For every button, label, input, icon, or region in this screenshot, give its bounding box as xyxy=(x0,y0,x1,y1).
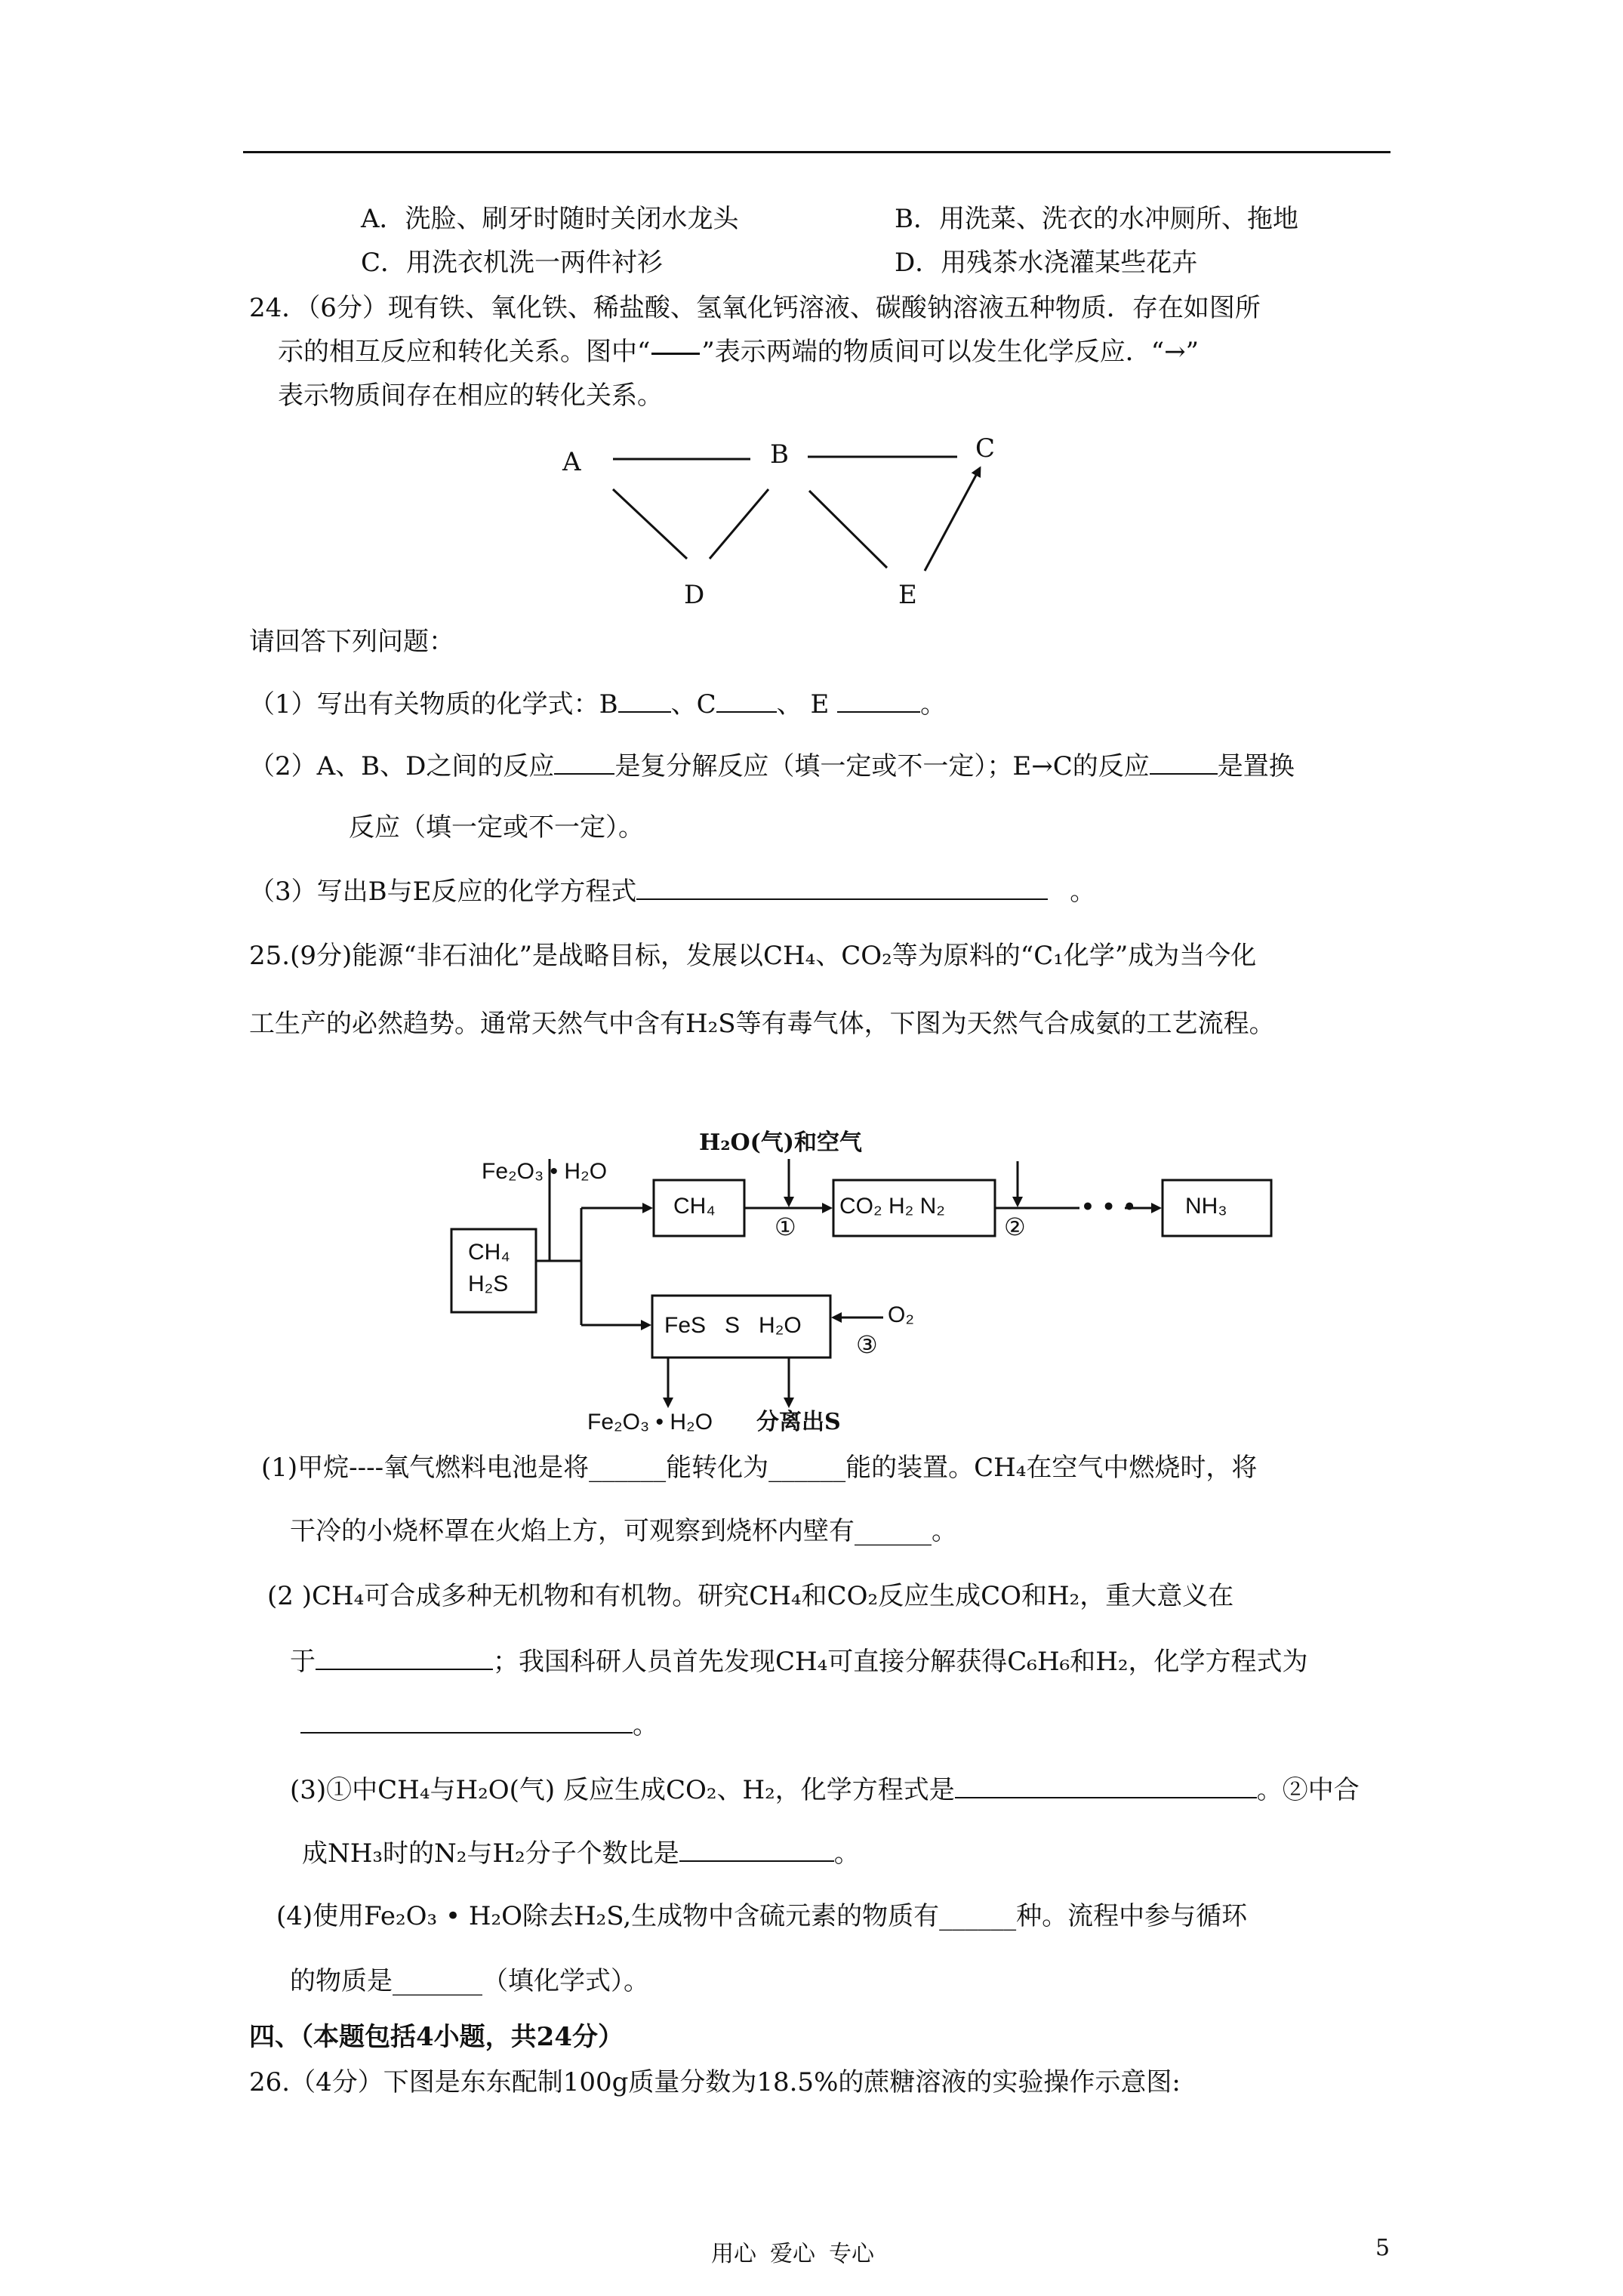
option-d: D．用残茶水浇灌某些花卉 xyxy=(895,248,1198,278)
reaction-line-symbol xyxy=(651,353,700,355)
q24-stem-line1: 24．（6分）现有铁、氧化铁、稀盐酸、氢氧化钙溶液、碳酸钠溶液五种物质．存在如图所 xyxy=(249,293,1261,323)
q25-part3-line1b: 。②中合 xyxy=(1256,1775,1360,1805)
q25-part3-end: 。 xyxy=(833,1838,860,1869)
q24-part2 xyxy=(249,750,1295,782)
q25-part2-end: 。 xyxy=(633,1710,658,1740)
option-b: B．用洗菜、洗衣的水冲厕所、拖地 xyxy=(895,204,1298,234)
arrow-e-c xyxy=(925,468,980,571)
q24-part1-label: （1）写出有关物质的化学式：B xyxy=(249,689,618,720)
flow-fe2o3-in: Fe₂O₃ • H₂O xyxy=(482,1159,608,1184)
q25-part2-line1: (2 )CH₄可合成多种无机物和有机物。研究CH₄和CO₂反应生成CO和H₂，重大意义在 xyxy=(267,1581,1234,1611)
blank-equation-c6h6[interactable] xyxy=(300,1709,633,1734)
q24-stem-line3: 表示物质间存在相应的转化关系。 xyxy=(278,381,663,411)
node-d: D xyxy=(684,580,705,610)
q25-part1-line2: 干冷的小烧杯罩在火焰上方，可观察到烧杯内壁有______。 xyxy=(290,1516,957,1546)
q24-stem-line2a: 示的相互反应和转化关系。图中“ xyxy=(278,337,651,367)
node-e: E xyxy=(898,580,917,610)
q24-part1-c: 、C xyxy=(670,689,716,720)
flow-step3: ③ xyxy=(856,1330,878,1359)
q24-part3-end: 。 xyxy=(1070,877,1096,907)
q24-part2-end: 是置换 xyxy=(1217,751,1295,781)
blank-e[interactable] xyxy=(837,689,920,713)
option-c: C．用洗衣机洗一两件衬衫 xyxy=(361,248,664,278)
q26-stem: 26.（4分）下图是东东配制100g质量分数为18.5%的蔗糖溶液的实验操作示意图: xyxy=(249,2067,1181,2097)
flow-step2: ② xyxy=(1004,1213,1026,1241)
blank-abd[interactable] xyxy=(554,750,614,775)
flow-nh3: NH₃ xyxy=(1185,1194,1227,1219)
q24-part1 xyxy=(249,689,946,720)
q25-part3-line1 xyxy=(290,1774,1360,1806)
footer-mid: 爱心 xyxy=(770,2241,815,2267)
blank-c[interactable] xyxy=(716,689,777,713)
q24-stem-line2 xyxy=(278,337,1199,368)
q24-part2-line2: 反应（填一定或不一定）。 xyxy=(349,812,644,843)
q25-part2-line3 xyxy=(300,1709,658,1741)
node-b: B xyxy=(770,439,789,470)
flow-fes: FeS S H₂O xyxy=(664,1313,802,1338)
flow-h2o-air: H₂O(气)和空气 xyxy=(699,1130,863,1156)
q25-part4-line2: 的物质是_______（填化学式）。 xyxy=(290,1966,649,1996)
line-b-e xyxy=(809,491,887,568)
node-c: C xyxy=(975,433,996,464)
q24-prompt: 请回答下列问题： xyxy=(249,627,454,657)
q25-part1-line1: (1)甲烷----氧气燃料电池是将______能转化为______能的装置。CH₄在空气中燃烧时，将 xyxy=(261,1453,1258,1483)
q25-part2-line2b: ；我国科研人员首先发现CH₄可直接分解获得C₆H₆和H₂，化学方程式为 xyxy=(493,1647,1308,1677)
q24-part3-label: （3）写出B与E反应的化学方程式 xyxy=(249,877,637,907)
q25-line1: 25.(9分)能源“非石油化”是战略目标，发展以CH₄、CO₂等为原料的“C₁化学”成为当今化 xyxy=(249,941,1257,971)
q25-part3-line1a: (3)①中CH₄与H₂O(气) 反应生成CO₂、H₂，化学方程式是 xyxy=(290,1775,955,1805)
header-rule xyxy=(243,151,1390,153)
footer-left: 用心 xyxy=(711,2241,756,2267)
node-a: A xyxy=(562,447,581,477)
blank-ratio[interactable] xyxy=(679,1838,834,1862)
flow-fe2o3-out: Fe₂O₃ • H₂O xyxy=(587,1410,713,1435)
blank-equation-step1[interactable] xyxy=(955,1774,1257,1798)
flow-separate-s: 分离出S xyxy=(756,1409,841,1435)
flow-products: CO₂ H₂ N₂ xyxy=(839,1194,945,1219)
q25-part3-line2 xyxy=(302,1838,860,1869)
flow-gas-input: CH₄ H₂S xyxy=(468,1240,510,1296)
q24-part1-end: 。 xyxy=(920,689,947,720)
q25-part2-yu: 于 xyxy=(290,1647,316,1677)
blank-equation-be[interactable] xyxy=(636,876,1048,900)
q24-part1-e: 、 E xyxy=(776,689,830,720)
blank-b[interactable] xyxy=(618,689,671,713)
flow-step1: ① xyxy=(775,1213,796,1241)
q25-part4-line1: (4)使用Fe₂O₃ • H₂O除去H₂S,生成物中含硫元素的物质有______种。流程中参与循环 xyxy=(276,1901,1248,1931)
flow-dots: • • • xyxy=(1081,1194,1137,1219)
option-a: A．洗脸、刷牙时随时关闭水龙头 xyxy=(361,204,739,234)
q24-stem-line2b: ”表示两端的物质间可以发生化学反应．“→” xyxy=(701,337,1200,367)
q25-line2: 工生产的必然趋势。通常天然气中含有H₂S等有毒气体，下图为天然气合成氨的工艺流程。 xyxy=(249,1009,1275,1039)
blank-ec[interactable] xyxy=(1150,750,1218,775)
section-four-heading: 四、（本题包括4小题，共24分） xyxy=(249,2022,624,2052)
q25-part2-line2 xyxy=(290,1646,1308,1678)
flow-ch4: CH₄ xyxy=(673,1194,716,1219)
q24-part2-label: （2）A、B、D之间的反应 xyxy=(249,751,555,781)
page-number: 5 xyxy=(1375,2235,1390,2261)
blank-significance[interactable] xyxy=(316,1646,493,1670)
q24-part2-mid: 是复分解反应（填一定或不一定）；E→C的反应 xyxy=(614,751,1150,781)
q25-part3-line2a: 成NH₃时的N₂与H₂分子个数比是 xyxy=(302,1838,679,1869)
line-a-d xyxy=(613,489,687,559)
flow-o2: O₂ xyxy=(888,1302,914,1327)
q24-part3 xyxy=(249,876,1095,908)
line-b-d xyxy=(710,489,768,559)
footer-right: 专心 xyxy=(829,2241,874,2267)
